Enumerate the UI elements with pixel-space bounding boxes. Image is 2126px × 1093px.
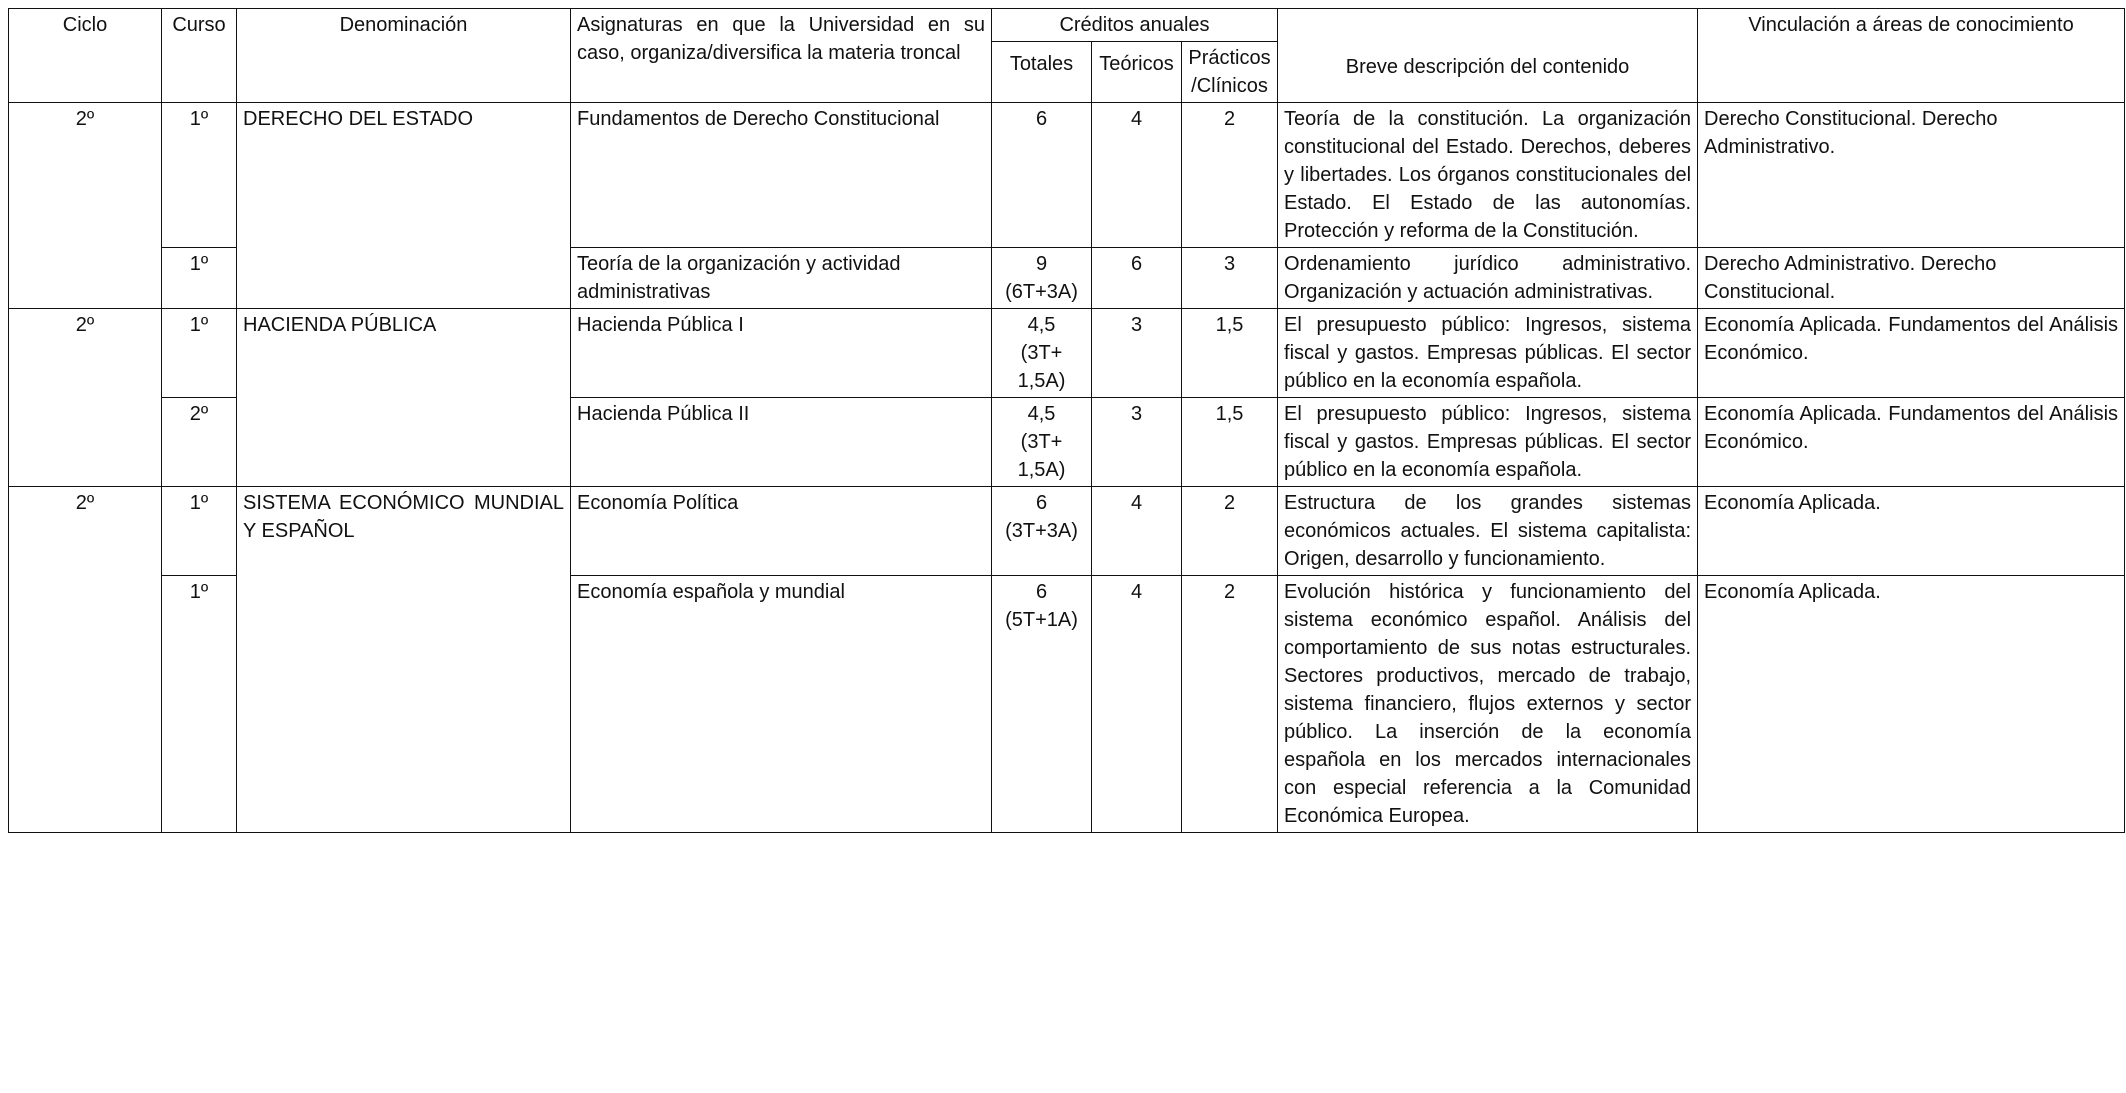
descripcion-cell: Evolución histórica y funcionamiento del sistema económico español. Análisis del comportamiento de sus notas estructurales. Sectores productivos, mercado de trabajo, sistema financiero, flujos externos y sector público. La inserción de la economía española en los mercados internacionales con especial referencia a la Comunidad Económica Europea.	[1278, 576, 1698, 833]
curso-cell: 1º	[162, 576, 237, 833]
practicos-cell: 1,5	[1182, 309, 1278, 398]
asignatura-cell: Economía española y mundial	[571, 576, 992, 833]
denominacion-cell: SISTEMA ECONÓMICO MUNDIAL Y ESPAÑOL	[237, 487, 571, 833]
curso-cell: 1º	[162, 309, 237, 398]
table-row	[9, 487, 2125, 576]
asignatura-cell: Fundamentos de Derecho Constitucional	[571, 103, 992, 248]
totales-cell: 6	[992, 103, 1092, 248]
totales-cell: 6 (3T+3A)	[992, 487, 1092, 576]
descripcion-cell: Ordenamiento jurídico administrativo. Organización y actuación administrativas.	[1278, 248, 1698, 309]
vinculacion-cell: Economía Aplicada.	[1698, 576, 2125, 833]
curriculum-table	[8, 8, 2125, 833]
practicos-cell: 2	[1182, 487, 1278, 576]
practicos-cell: 3	[1182, 248, 1278, 309]
curso-cell: 1º	[162, 103, 237, 248]
descripcion-cell: Estructura de los grandes sistemas económicos actuales. El sistema capitalista: Origen, desarrollo y funcionamiento.	[1278, 487, 1698, 576]
header-vinculacion: Vinculación a áreas de conocimiento	[1698, 9, 2125, 103]
curso-cell: 2º	[162, 398, 237, 487]
header-teoricos: Teóricos	[1092, 42, 1182, 103]
teoricos-cell: 3	[1092, 309, 1182, 398]
table-row	[9, 309, 2125, 398]
asignatura-cell: Hacienda Pública II	[571, 398, 992, 487]
header-ciclo: Ciclo	[9, 9, 162, 103]
vinculacion-cell: Economía Aplicada.	[1698, 487, 2125, 576]
asignatura-cell: Economía Política	[571, 487, 992, 576]
denominacion-cell: HACIENDA PÚBLICA	[237, 309, 571, 487]
practicos-cell: 2	[1182, 576, 1278, 833]
header-denominacion: Denominación	[237, 9, 571, 103]
teoricos-cell: 3	[1092, 398, 1182, 487]
descripcion-cell: Teoría de la constitución. La organización constitucional del Estado. Derechos, deberes y libertades. Los órganos constitucionales del Estado. El Estado de las autonomías. Protección y reforma de la Constitución.	[1278, 103, 1698, 248]
curso-cell: 1º	[162, 487, 237, 576]
totales-cell: 9 (6T+3A)	[992, 248, 1092, 309]
ciclo-cell: 2º	[9, 309, 162, 487]
vinculacion-cell: Derecho Administrativo. Derecho Constitucional.	[1698, 248, 2125, 309]
teoricos-cell: 4	[1092, 103, 1182, 248]
vinculacion-cell: Economía Aplicada. Fundamentos del Análisis Económico.	[1698, 398, 2125, 487]
header-curso: Curso	[162, 9, 237, 103]
teoricos-cell: 4	[1092, 576, 1182, 833]
ciclo-cell: 2º	[9, 103, 162, 309]
descripcion-cell: El presupuesto público: Ingresos, sistema fiscal y gastos. Empresas públicas. El sector público en la economía española.	[1278, 398, 1698, 487]
table-row	[9, 103, 2125, 248]
asignatura-cell: Teoría de la organización y actividad administrativas	[571, 248, 992, 309]
asignatura-cell: Hacienda Pública I	[571, 309, 992, 398]
denominacion-cell: DERECHO DEL ESTADO	[237, 103, 571, 309]
vinculacion-cell: Derecho Constitucional. Derecho Administrativo.	[1698, 103, 2125, 248]
vinculacion-cell: Economía Aplicada. Fundamentos del Análisis Económico.	[1698, 309, 2125, 398]
practicos-cell: 1,5	[1182, 398, 1278, 487]
practicos-cell: 2	[1182, 103, 1278, 248]
curso-cell: 1º	[162, 248, 237, 309]
header-row-1	[9, 9, 2125, 42]
teoricos-cell: 6	[1092, 248, 1182, 309]
table-body	[9, 103, 2125, 833]
totales-cell: 4,5 (3T+ 1,5A)	[992, 398, 1092, 487]
header-creditos: Créditos anuales	[992, 9, 1278, 42]
header-descripcion: Breve descripción del contenido	[1278, 9, 1698, 103]
totales-cell: 4,5 (3T+ 1,5A)	[992, 309, 1092, 398]
header-totales: Totales	[992, 42, 1092, 103]
teoricos-cell: 4	[1092, 487, 1182, 576]
ciclo-cell: 2º	[9, 487, 162, 833]
header-asignaturas: Asignaturas en que la Universidad en su caso, organiza/diversifica la materia troncal	[571, 9, 992, 103]
descripcion-cell: El presupuesto público: Ingresos, sistema fiscal y gastos. Empresas públicas. El sector público en la economía española.	[1278, 309, 1698, 398]
header-practicos: Prácticos /Clínicos	[1182, 42, 1278, 103]
totales-cell: 6 (5T+1A)	[992, 576, 1092, 833]
